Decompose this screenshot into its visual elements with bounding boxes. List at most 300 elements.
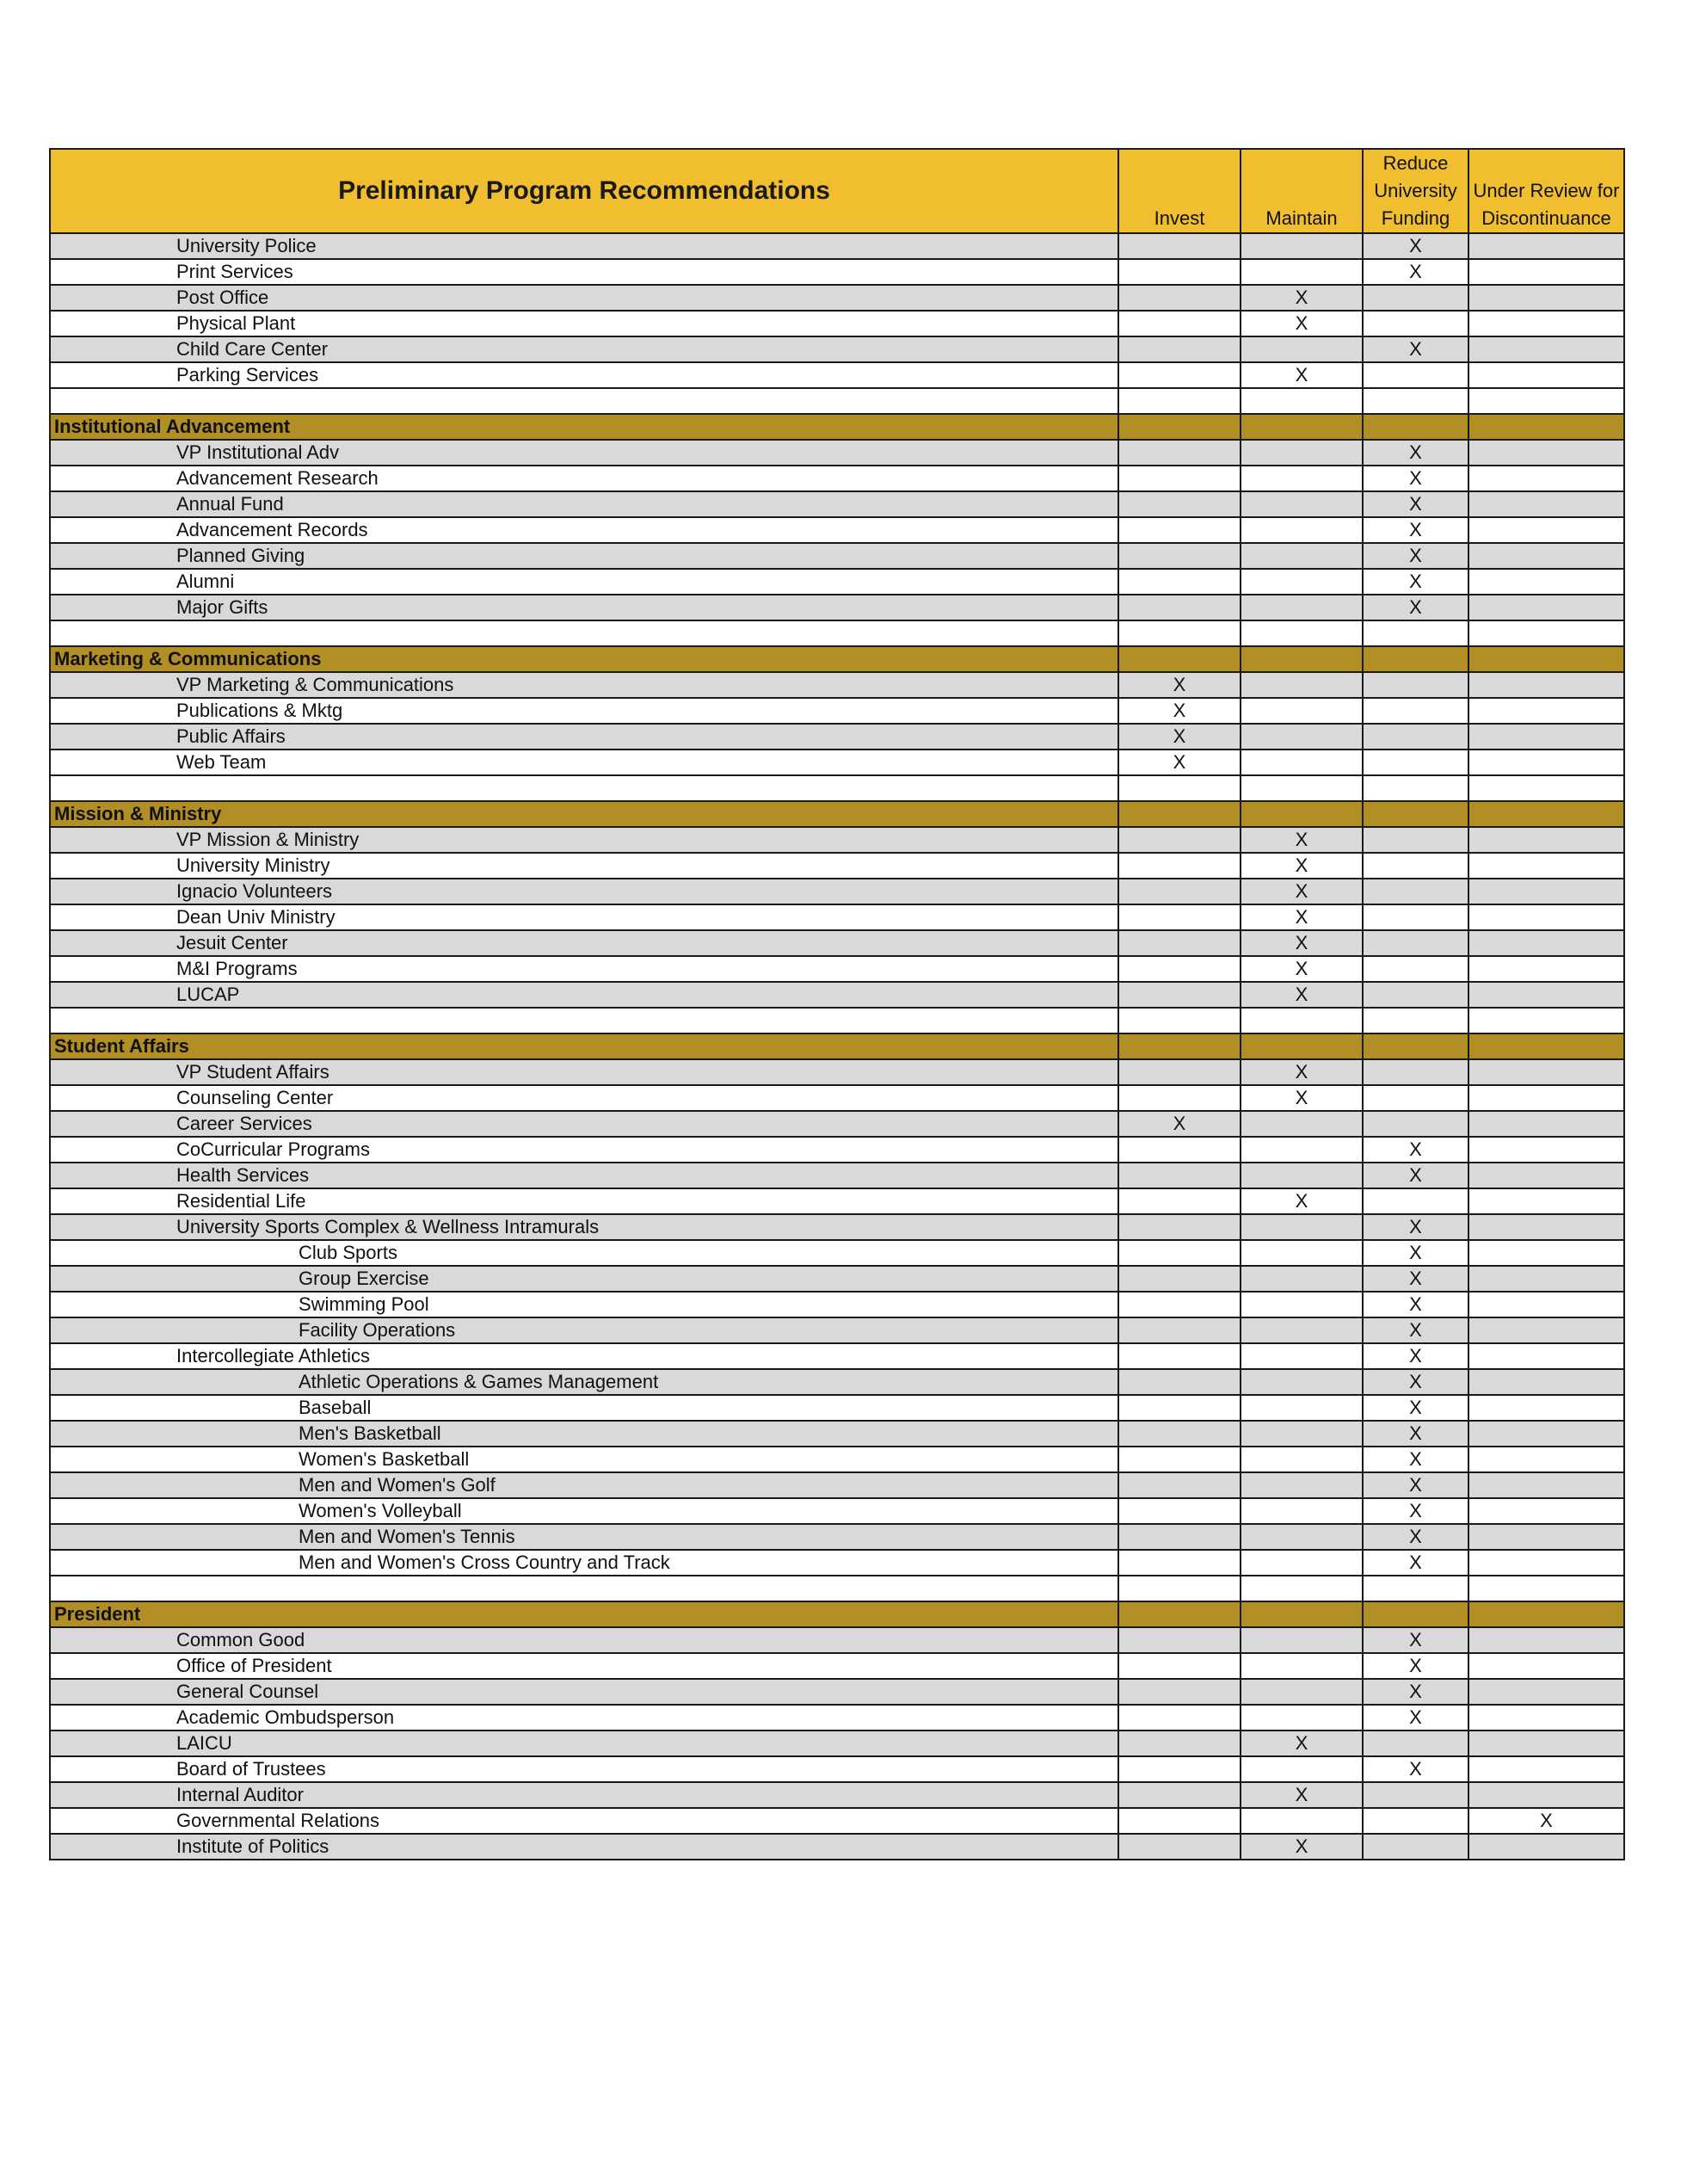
mark-invest: X <box>1118 672 1241 698</box>
program-name: VP Student Affairs <box>50 1059 1118 1085</box>
mark-invest <box>1118 414 1241 440</box>
column-header-invest: Invest <box>1118 149 1241 233</box>
table-row <box>50 311 1624 336</box>
mark-review <box>1468 956 1624 982</box>
mark-reduce: X <box>1363 1498 1468 1524</box>
program-name: Jesuit Center <box>50 930 1118 956</box>
mark-reduce: X <box>1363 543 1468 569</box>
mark-review <box>1468 388 1624 414</box>
mark-invest <box>1118 1447 1241 1472</box>
mark-maintain <box>1241 1447 1363 1472</box>
mark-reduce <box>1363 1111 1468 1137</box>
mark-review <box>1468 1627 1624 1653</box>
table-row <box>50 466 1624 491</box>
mark-reduce <box>1363 1085 1468 1111</box>
mark-maintain <box>1241 1550 1363 1576</box>
mark-review <box>1468 646 1624 672</box>
mark-maintain <box>1241 543 1363 569</box>
table-row <box>50 1524 1624 1550</box>
mark-review <box>1468 1731 1624 1756</box>
table-row <box>50 1395 1624 1421</box>
table-row <box>50 1059 1624 1085</box>
table-row <box>50 1705 1624 1731</box>
mark-reduce <box>1363 311 1468 336</box>
mark-invest <box>1118 1214 1241 1240</box>
mark-invest <box>1118 1731 1241 1756</box>
mark-reduce: X <box>1363 1369 1468 1395</box>
mark-invest <box>1118 1834 1241 1860</box>
mark-invest <box>1118 388 1241 414</box>
mark-review <box>1468 1421 1624 1447</box>
mark-invest <box>1118 595 1241 620</box>
table-row <box>50 1214 1624 1240</box>
program-name <box>50 388 1118 414</box>
section-header-row <box>50 1601 1624 1627</box>
mark-invest <box>1118 543 1241 569</box>
table-row <box>50 595 1624 620</box>
program-name: Public Affairs <box>50 724 1118 750</box>
section-label: President <box>50 1601 1118 1627</box>
mark-review <box>1468 1369 1624 1395</box>
mark-invest <box>1118 285 1241 311</box>
mark-review <box>1468 1292 1624 1317</box>
mark-review <box>1468 1679 1624 1705</box>
program-name: Women's Volleyball <box>50 1498 1118 1524</box>
mark-invest <box>1118 956 1241 982</box>
mark-invest <box>1118 1292 1241 1317</box>
table-row <box>50 1085 1624 1111</box>
mark-invest <box>1118 491 1241 517</box>
table-row <box>50 233 1624 259</box>
spacer-row <box>50 620 1624 646</box>
mark-reduce <box>1363 388 1468 414</box>
table-row <box>50 543 1624 569</box>
program-name: Swimming Pool <box>50 1292 1118 1317</box>
mark-maintain <box>1241 1343 1363 1369</box>
program-name: Web Team <box>50 750 1118 775</box>
mark-reduce <box>1363 620 1468 646</box>
mark-review <box>1468 362 1624 388</box>
program-name: Men and Women's Golf <box>50 1472 1118 1498</box>
mark-invest <box>1118 827 1241 853</box>
spacer-row <box>50 388 1624 414</box>
mark-maintain: X <box>1241 311 1363 336</box>
mark-reduce <box>1363 775 1468 801</box>
mark-invest <box>1118 1472 1241 1498</box>
mark-review <box>1468 1240 1624 1266</box>
mark-review <box>1468 982 1624 1008</box>
program-name <box>50 1576 1118 1601</box>
mark-maintain <box>1241 440 1363 466</box>
mark-invest <box>1118 982 1241 1008</box>
section-label: Student Affairs <box>50 1033 1118 1059</box>
mark-invest <box>1118 1421 1241 1447</box>
mark-reduce: X <box>1363 233 1468 259</box>
mark-invest <box>1118 1163 1241 1188</box>
mark-reduce <box>1363 698 1468 724</box>
program-name: Athletic Operations & Games Management <box>50 1369 1118 1395</box>
table-row <box>50 1292 1624 1317</box>
mark-maintain <box>1241 1808 1363 1834</box>
table-row <box>50 1756 1624 1782</box>
mark-invest <box>1118 1033 1241 1059</box>
mark-reduce <box>1363 1008 1468 1033</box>
table-row <box>50 724 1624 750</box>
mark-maintain <box>1241 698 1363 724</box>
mark-invest <box>1118 1008 1241 1033</box>
table-row <box>50 956 1624 982</box>
mark-invest <box>1118 1059 1241 1085</box>
program-name <box>50 775 1118 801</box>
mark-reduce <box>1363 879 1468 904</box>
mark-reduce: X <box>1363 1163 1468 1188</box>
mark-review <box>1468 466 1624 491</box>
mark-review <box>1468 1111 1624 1137</box>
column-header-under-review: Under Review for Discontinuance <box>1468 149 1624 233</box>
program-name: Men and Women's Tennis <box>50 1524 1118 1550</box>
table-row <box>50 259 1624 285</box>
mark-maintain <box>1241 1266 1363 1292</box>
mark-maintain <box>1241 1240 1363 1266</box>
program-name: Major Gifts <box>50 595 1118 620</box>
mark-maintain: X <box>1241 982 1363 1008</box>
mark-review <box>1468 1343 1624 1369</box>
table-row <box>50 1679 1624 1705</box>
mark-review <box>1468 1756 1624 1782</box>
mark-invest <box>1118 775 1241 801</box>
program-name: Group Exercise <box>50 1266 1118 1292</box>
mark-invest: X <box>1118 1111 1241 1137</box>
mark-reduce <box>1363 982 1468 1008</box>
mark-invest <box>1118 1085 1241 1111</box>
mark-invest <box>1118 646 1241 672</box>
mark-review <box>1468 1085 1624 1111</box>
mark-maintain <box>1241 1395 1363 1421</box>
mark-review <box>1468 259 1624 285</box>
mark-maintain: X <box>1241 879 1363 904</box>
program-name: Women's Basketball <box>50 1447 1118 1472</box>
mark-review <box>1468 1008 1624 1033</box>
mark-reduce <box>1363 930 1468 956</box>
mark-maintain: X <box>1241 1731 1363 1756</box>
program-name: Facility Operations <box>50 1317 1118 1343</box>
mark-review <box>1468 1834 1624 1860</box>
mark-reduce <box>1363 853 1468 879</box>
mark-reduce: X <box>1363 1679 1468 1705</box>
mark-invest <box>1118 440 1241 466</box>
mark-review <box>1468 724 1624 750</box>
table-row <box>50 904 1624 930</box>
mark-reduce: X <box>1363 491 1468 517</box>
mark-review <box>1468 1705 1624 1731</box>
program-name: Counseling Center <box>50 1085 1118 1111</box>
table-row <box>50 879 1624 904</box>
spacer-row <box>50 1576 1624 1601</box>
mark-reduce: X <box>1363 1705 1468 1731</box>
mark-maintain: X <box>1241 827 1363 853</box>
program-name: VP Mission & Ministry <box>50 827 1118 853</box>
mark-review <box>1468 440 1624 466</box>
table-row <box>50 1550 1624 1576</box>
mark-maintain <box>1241 259 1363 285</box>
table-row <box>50 1111 1624 1137</box>
program-name: Print Services <box>50 259 1118 285</box>
mark-reduce <box>1363 956 1468 982</box>
mark-maintain <box>1241 1163 1363 1188</box>
mark-maintain: X <box>1241 1188 1363 1214</box>
mark-maintain <box>1241 1524 1363 1550</box>
table-row <box>50 1834 1624 1860</box>
mark-invest <box>1118 1369 1241 1395</box>
mark-review <box>1468 879 1624 904</box>
program-name: M&I Programs <box>50 956 1118 982</box>
mark-reduce <box>1363 646 1468 672</box>
mark-review <box>1468 1498 1624 1524</box>
table-row <box>50 1808 1624 1834</box>
program-name: University Police <box>50 233 1118 259</box>
mark-maintain <box>1241 595 1363 620</box>
mark-maintain <box>1241 1627 1363 1653</box>
mark-maintain: X <box>1241 853 1363 879</box>
mark-review <box>1468 1447 1624 1472</box>
table-row <box>50 853 1624 879</box>
program-name: VP Marketing & Communications <box>50 672 1118 698</box>
mark-reduce <box>1363 1808 1468 1834</box>
program-name: Club Sports <box>50 1240 1118 1266</box>
mark-reduce <box>1363 1188 1468 1214</box>
mark-invest: X <box>1118 698 1241 724</box>
mark-review <box>1468 1059 1624 1085</box>
table-row <box>50 930 1624 956</box>
header-row <box>50 149 1624 233</box>
mark-review <box>1468 1395 1624 1421</box>
mark-reduce <box>1363 801 1468 827</box>
mark-reduce: X <box>1363 1627 1468 1653</box>
mark-review <box>1468 233 1624 259</box>
program-name: Office of President <box>50 1653 1118 1679</box>
mark-maintain: X <box>1241 904 1363 930</box>
table-row <box>50 1317 1624 1343</box>
mark-invest <box>1118 1317 1241 1343</box>
program-name: Publications & Mktg <box>50 698 1118 724</box>
mark-invest <box>1118 1498 1241 1524</box>
mark-maintain <box>1241 491 1363 517</box>
program-name: Planned Giving <box>50 543 1118 569</box>
mark-maintain <box>1241 620 1363 646</box>
mark-maintain <box>1241 569 1363 595</box>
mark-maintain <box>1241 775 1363 801</box>
table-row <box>50 1266 1624 1292</box>
mark-reduce: X <box>1363 1266 1468 1292</box>
table-row <box>50 1188 1624 1214</box>
mark-reduce <box>1363 1576 1468 1601</box>
mark-maintain <box>1241 1472 1363 1498</box>
program-name <box>50 620 1118 646</box>
mark-maintain: X <box>1241 930 1363 956</box>
mark-review <box>1468 853 1624 879</box>
program-name: Men's Basketball <box>50 1421 1118 1447</box>
mark-invest <box>1118 930 1241 956</box>
program-name: LAICU <box>50 1731 1118 1756</box>
mark-review <box>1468 1317 1624 1343</box>
table-row <box>50 1343 1624 1369</box>
mark-review <box>1468 1163 1624 1188</box>
mark-maintain <box>1241 1756 1363 1782</box>
table-row <box>50 1163 1624 1188</box>
program-name: Advancement Records <box>50 517 1118 543</box>
mark-invest <box>1118 336 1241 362</box>
program-name: Baseball <box>50 1395 1118 1421</box>
mark-invest <box>1118 1524 1241 1550</box>
mark-reduce <box>1363 1059 1468 1085</box>
mark-reduce: X <box>1363 1447 1468 1472</box>
mark-invest <box>1118 1808 1241 1834</box>
program-recommendations-table <box>49 148 1625 1860</box>
program-name <box>50 1008 1118 1033</box>
mark-maintain <box>1241 1137 1363 1163</box>
mark-invest <box>1118 1782 1241 1808</box>
mark-reduce: X <box>1363 1395 1468 1421</box>
mark-invest <box>1118 1601 1241 1627</box>
mark-review <box>1468 1266 1624 1292</box>
mark-invest <box>1118 1705 1241 1731</box>
mark-invest: X <box>1118 750 1241 775</box>
mark-invest <box>1118 904 1241 930</box>
mark-invest <box>1118 1343 1241 1369</box>
mark-review <box>1468 543 1624 569</box>
column-header-maintain: Maintain <box>1241 149 1363 233</box>
program-name: Alumni <box>50 569 1118 595</box>
program-name: Residential Life <box>50 1188 1118 1214</box>
mark-review <box>1468 775 1624 801</box>
mark-reduce: X <box>1363 517 1468 543</box>
program-name: Advancement Research <box>50 466 1118 491</box>
program-name: Health Services <box>50 1163 1118 1188</box>
mark-review <box>1468 904 1624 930</box>
mark-invest <box>1118 1395 1241 1421</box>
mark-review <box>1468 1653 1624 1679</box>
mark-review <box>1468 517 1624 543</box>
mark-reduce: X <box>1363 466 1468 491</box>
program-name: General Counsel <box>50 1679 1118 1705</box>
section-header-row <box>50 1033 1624 1059</box>
table-row <box>50 1447 1624 1472</box>
column-header-reduce-funding: Reduce University Funding <box>1363 149 1468 233</box>
mark-reduce: X <box>1363 1317 1468 1343</box>
mark-reduce: X <box>1363 440 1468 466</box>
mark-reduce: X <box>1363 1343 1468 1369</box>
mark-review <box>1468 801 1624 827</box>
section-header-row <box>50 801 1624 827</box>
table-row <box>50 1421 1624 1447</box>
mark-invest <box>1118 1266 1241 1292</box>
program-name: Men and Women's Cross Country and Track <box>50 1550 1118 1576</box>
mark-reduce <box>1363 414 1468 440</box>
mark-reduce: X <box>1363 1550 1468 1576</box>
mark-review <box>1468 1472 1624 1498</box>
mark-invest <box>1118 311 1241 336</box>
program-name: Board of Trustees <box>50 1756 1118 1782</box>
mark-invest <box>1118 233 1241 259</box>
mark-review <box>1468 1576 1624 1601</box>
mark-reduce <box>1363 1033 1468 1059</box>
mark-invest <box>1118 1653 1241 1679</box>
mark-maintain <box>1241 1033 1363 1059</box>
program-name: Post Office <box>50 285 1118 311</box>
mark-invest <box>1118 1756 1241 1782</box>
mark-review <box>1468 1601 1624 1627</box>
table-row <box>50 440 1624 466</box>
mark-invest <box>1118 466 1241 491</box>
mark-maintain <box>1241 1421 1363 1447</box>
mark-invest <box>1118 1627 1241 1653</box>
mark-reduce <box>1363 904 1468 930</box>
mark-maintain: X <box>1241 362 1363 388</box>
program-name: Intercollegiate Athletics <box>50 1343 1118 1369</box>
mark-reduce <box>1363 827 1468 853</box>
mark-reduce <box>1363 1731 1468 1756</box>
mark-reduce <box>1363 285 1468 311</box>
mark-review <box>1468 285 1624 311</box>
mark-invest <box>1118 517 1241 543</box>
mark-maintain <box>1241 1601 1363 1627</box>
mark-invest <box>1118 620 1241 646</box>
mark-reduce <box>1363 750 1468 775</box>
spacer-row <box>50 1008 1624 1033</box>
program-name: CoCurricular Programs <box>50 1137 1118 1163</box>
table-row <box>50 827 1624 853</box>
mark-review <box>1468 569 1624 595</box>
section-header-row <box>50 414 1624 440</box>
mark-review <box>1468 595 1624 620</box>
section-label: Marketing & Communications <box>50 646 1118 672</box>
mark-invest <box>1118 853 1241 879</box>
program-name: Physical Plant <box>50 311 1118 336</box>
mark-review <box>1468 698 1624 724</box>
mark-reduce: X <box>1363 1756 1468 1782</box>
table-row <box>50 1653 1624 1679</box>
mark-maintain <box>1241 233 1363 259</box>
mark-review: X <box>1468 1808 1624 1834</box>
mark-maintain <box>1241 336 1363 362</box>
table-row <box>50 1627 1624 1653</box>
program-name: VP Institutional Adv <box>50 440 1118 466</box>
mark-reduce: X <box>1363 1524 1468 1550</box>
mark-maintain <box>1241 1214 1363 1240</box>
section-label: Institutional Advancement <box>50 414 1118 440</box>
mark-maintain <box>1241 1317 1363 1343</box>
program-name: Internal Auditor <box>50 1782 1118 1808</box>
table-row <box>50 362 1624 388</box>
table-title: Preliminary Program Recommendations <box>50 149 1118 233</box>
mark-review <box>1468 1033 1624 1059</box>
mark-invest <box>1118 801 1241 827</box>
mark-maintain <box>1241 801 1363 827</box>
mark-maintain <box>1241 1008 1363 1033</box>
mark-maintain: X <box>1241 1085 1363 1111</box>
table-row <box>50 1782 1624 1808</box>
table-row <box>50 569 1624 595</box>
mark-maintain <box>1241 1369 1363 1395</box>
table-row <box>50 336 1624 362</box>
mark-invest <box>1118 1188 1241 1214</box>
mark-reduce: X <box>1363 1214 1468 1240</box>
mark-invest <box>1118 1550 1241 1576</box>
mark-review <box>1468 672 1624 698</box>
mark-reduce: X <box>1363 1240 1468 1266</box>
table-row <box>50 750 1624 775</box>
table-row <box>50 672 1624 698</box>
